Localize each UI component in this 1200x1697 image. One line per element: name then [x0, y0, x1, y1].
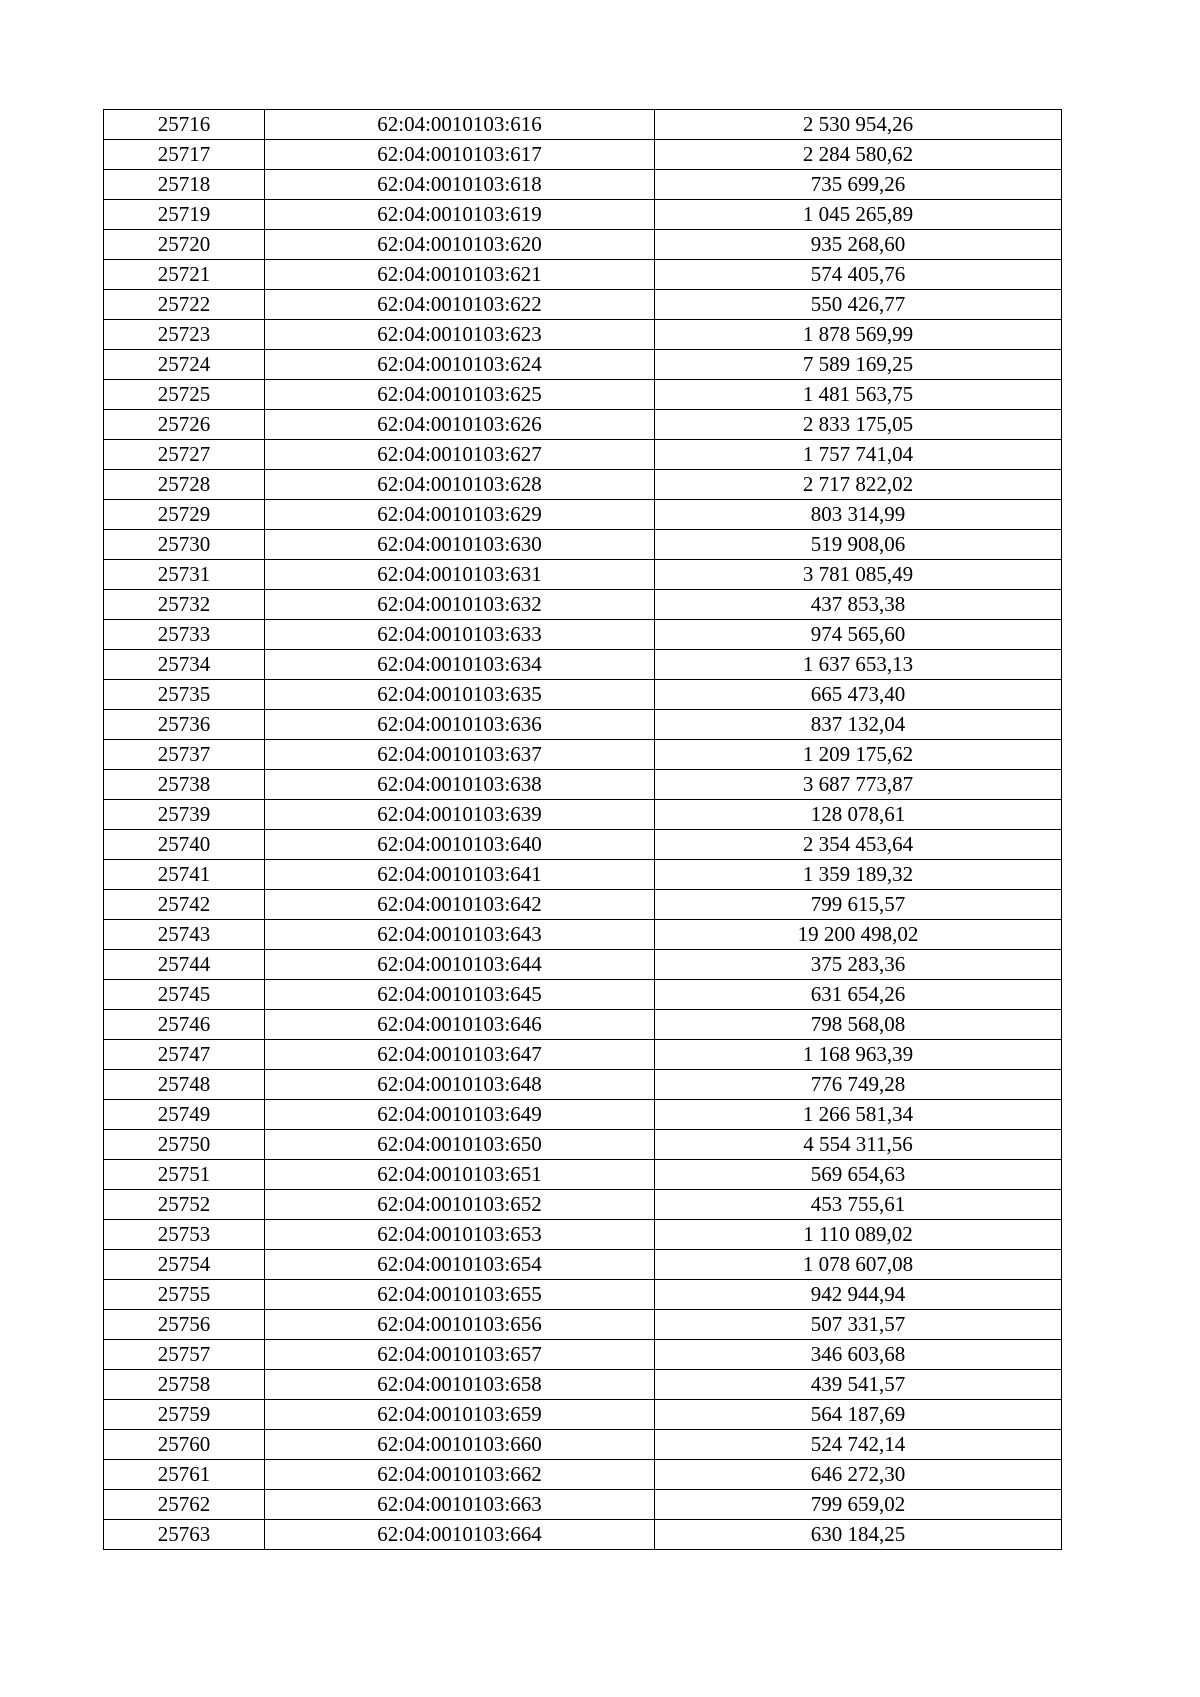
cadastral-number-cell: 62:04:0010103:627 [265, 440, 655, 470]
cadastral-value-cell: 1 168 963,39 [655, 1040, 1062, 1070]
cadastral-number-cell: 62:04:0010103:634 [265, 650, 655, 680]
cadastral-value-cell: 935 268,60 [655, 230, 1062, 260]
cadastral-value-cell: 974 565,60 [655, 620, 1062, 650]
table-row [104, 170, 1062, 200]
row-number-cell: 25732 [104, 590, 265, 620]
row-number-cell: 25749 [104, 1100, 265, 1130]
cadastral-value-cell: 1 045 265,89 [655, 200, 1062, 230]
row-number-cell: 25725 [104, 380, 265, 410]
row-number-cell: 25738 [104, 770, 265, 800]
row-number-cell: 25743 [104, 920, 265, 950]
table-row [104, 410, 1062, 440]
row-number-cell: 25728 [104, 470, 265, 500]
cadastral-value-cell: 837 132,04 [655, 710, 1062, 740]
cadastral-number-cell: 62:04:0010103:619 [265, 200, 655, 230]
cadastral-value-cell: 1 110 089,02 [655, 1220, 1062, 1250]
cadastral-value-cell: 1 359 189,32 [655, 860, 1062, 890]
row-number-cell: 25727 [104, 440, 265, 470]
table-row [104, 260, 1062, 290]
row-number-cell: 25733 [104, 620, 265, 650]
cadastral-value-cell: 507 331,57 [655, 1310, 1062, 1340]
cadastral-value-cell: 2 530 954,26 [655, 110, 1062, 140]
table-row [104, 1340, 1062, 1370]
row-number-cell: 25736 [104, 710, 265, 740]
cadastral-value-cell: 942 944,94 [655, 1280, 1062, 1310]
row-number-cell: 25718 [104, 170, 265, 200]
table-row [104, 1190, 1062, 1220]
cadastral-number-cell: 62:04:0010103:657 [265, 1340, 655, 1370]
row-number-cell: 25720 [104, 230, 265, 260]
cadastral-value-cell: 2 354 453,64 [655, 830, 1062, 860]
cadastral-number-cell: 62:04:0010103:628 [265, 470, 655, 500]
table-row [104, 200, 1062, 230]
cadastral-number-cell: 62:04:0010103:632 [265, 590, 655, 620]
cadastral-value-cell: 2 833 175,05 [655, 410, 1062, 440]
row-number-cell: 25735 [104, 680, 265, 710]
cadastral-value-cell: 776 749,28 [655, 1070, 1062, 1100]
row-number-cell: 25729 [104, 500, 265, 530]
table-row [104, 230, 1062, 260]
cadastral-number-cell: 62:04:0010103:621 [265, 260, 655, 290]
cadastral-value-cell: 631 654,26 [655, 980, 1062, 1010]
table-row [104, 1280, 1062, 1310]
table-row [104, 500, 1062, 530]
row-number-cell: 25717 [104, 140, 265, 170]
table-row [104, 320, 1062, 350]
table-row [104, 950, 1062, 980]
cadastral-value-cell: 1 878 569,99 [655, 320, 1062, 350]
cadastral-number-cell: 62:04:0010103:660 [265, 1430, 655, 1460]
cadastral-number-cell: 62:04:0010103:646 [265, 1010, 655, 1040]
cadastral-value-cell: 519 908,06 [655, 530, 1062, 560]
table-row [104, 680, 1062, 710]
cadastral-number-cell: 62:04:0010103:644 [265, 950, 655, 980]
table-row [104, 740, 1062, 770]
cadastral-value-cell: 1 078 607,08 [655, 1250, 1062, 1280]
table-row [104, 1430, 1062, 1460]
table-row [104, 980, 1062, 1010]
cadastral-number-cell: 62:04:0010103:647 [265, 1040, 655, 1070]
cadastral-value-cell: 128 078,61 [655, 800, 1062, 830]
cadastral-value-cell: 3 687 773,87 [655, 770, 1062, 800]
cadastral-value-cell: 1 757 741,04 [655, 440, 1062, 470]
row-number-cell: 25746 [104, 1010, 265, 1040]
cadastral-value-cell: 375 283,36 [655, 950, 1062, 980]
row-number-cell: 25760 [104, 1430, 265, 1460]
row-number-cell: 25755 [104, 1280, 265, 1310]
cadastral-number-cell: 62:04:0010103:651 [265, 1160, 655, 1190]
row-number-cell: 25726 [104, 410, 265, 440]
cadastral-number-cell: 62:04:0010103:654 [265, 1250, 655, 1280]
cadastral-number-cell: 62:04:0010103:629 [265, 500, 655, 530]
table-row [104, 1250, 1062, 1280]
cadastral-value-cell: 798 568,08 [655, 1010, 1062, 1040]
table-row [104, 1400, 1062, 1430]
cadastral-number-cell: 62:04:0010103:662 [265, 1460, 655, 1490]
cadastral-number-cell: 62:04:0010103:635 [265, 680, 655, 710]
cadastral-value-cell: 2 284 580,62 [655, 140, 1062, 170]
cadastral-number-cell: 62:04:0010103:616 [265, 110, 655, 140]
row-number-cell: 25742 [104, 890, 265, 920]
cadastral-value-cell: 437 853,38 [655, 590, 1062, 620]
row-number-cell: 25747 [104, 1040, 265, 1070]
table-row [104, 590, 1062, 620]
row-number-cell: 25763 [104, 1520, 265, 1550]
row-number-cell: 25751 [104, 1160, 265, 1190]
cadastral-value-cell: 453 755,61 [655, 1190, 1062, 1220]
table-row [104, 350, 1062, 380]
cadastral-number-cell: 62:04:0010103:631 [265, 560, 655, 590]
cadastral-value-cell: 569 654,63 [655, 1160, 1062, 1190]
row-number-cell: 25748 [104, 1070, 265, 1100]
cadastral-number-cell: 62:04:0010103:626 [265, 410, 655, 440]
cadastral-value-cell: 665 473,40 [655, 680, 1062, 710]
cadastral-number-cell: 62:04:0010103:658 [265, 1370, 655, 1400]
cadastral-value-cell: 550 426,77 [655, 290, 1062, 320]
table-row [104, 1490, 1062, 1520]
cadastral-value-cell: 574 405,76 [655, 260, 1062, 290]
cadastral-number-cell: 62:04:0010103:655 [265, 1280, 655, 1310]
cadastral-number-cell: 62:04:0010103:623 [265, 320, 655, 350]
cadastral-value-cell: 4 554 311,56 [655, 1130, 1062, 1160]
cadastral-number-cell: 62:04:0010103:639 [265, 800, 655, 830]
table-row [104, 890, 1062, 920]
cadastral-number-cell: 62:04:0010103:618 [265, 170, 655, 200]
cadastral-value-cell: 735 699,26 [655, 170, 1062, 200]
table-row [104, 1220, 1062, 1250]
cadastral-number-cell: 62:04:0010103:640 [265, 830, 655, 860]
table-row [104, 1310, 1062, 1340]
row-number-cell: 25761 [104, 1460, 265, 1490]
cadastral-number-cell: 62:04:0010103:649 [265, 1100, 655, 1130]
table-row [104, 530, 1062, 560]
row-number-cell: 25756 [104, 1310, 265, 1340]
table-row [104, 140, 1062, 170]
table-row [104, 1040, 1062, 1070]
table-row [104, 440, 1062, 470]
table-row [104, 380, 1062, 410]
table-row [104, 1130, 1062, 1160]
table-row [104, 710, 1062, 740]
row-number-cell: 25737 [104, 740, 265, 770]
cadastral-number-cell: 62:04:0010103:620 [265, 230, 655, 260]
table-row [104, 1070, 1062, 1100]
table-row [104, 650, 1062, 680]
table-row [104, 770, 1062, 800]
cadastral-number-cell: 62:04:0010103:638 [265, 770, 655, 800]
table-row [104, 860, 1062, 890]
cadastral-number-cell: 62:04:0010103:617 [265, 140, 655, 170]
row-number-cell: 25741 [104, 860, 265, 890]
cadastral-value-cell: 799 615,57 [655, 890, 1062, 920]
table-row [104, 920, 1062, 950]
cadastral-value-cell: 799 659,02 [655, 1490, 1062, 1520]
table-row [104, 1460, 1062, 1490]
table-row [104, 110, 1062, 140]
cadastral-value-cell: 7 589 169,25 [655, 350, 1062, 380]
row-number-cell: 25719 [104, 200, 265, 230]
cadastral-value-table [103, 109, 1062, 1550]
cadastral-number-cell: 62:04:0010103:636 [265, 710, 655, 740]
row-number-cell: 25724 [104, 350, 265, 380]
cadastral-value-cell: 19 200 498,02 [655, 920, 1062, 950]
cadastral-value-cell: 439 541,57 [655, 1370, 1062, 1400]
cadastral-number-cell: 62:04:0010103:652 [265, 1190, 655, 1220]
cadastral-number-cell: 62:04:0010103:630 [265, 530, 655, 560]
cadastral-number-cell: 62:04:0010103:624 [265, 350, 655, 380]
cadastral-number-cell: 62:04:0010103:637 [265, 740, 655, 770]
row-number-cell: 25752 [104, 1190, 265, 1220]
cadastral-value-cell: 1 266 581,34 [655, 1100, 1062, 1130]
row-number-cell: 25740 [104, 830, 265, 860]
cadastral-number-cell: 62:04:0010103:656 [265, 1310, 655, 1340]
row-number-cell: 25744 [104, 950, 265, 980]
cadastral-value-cell: 803 314,99 [655, 500, 1062, 530]
row-number-cell: 25739 [104, 800, 265, 830]
row-number-cell: 25753 [104, 1220, 265, 1250]
cadastral-number-cell: 62:04:0010103:625 [265, 380, 655, 410]
table-row [104, 290, 1062, 320]
cadastral-number-cell: 62:04:0010103:648 [265, 1070, 655, 1100]
table-row [104, 800, 1062, 830]
cadastral-number-cell: 62:04:0010103:642 [265, 890, 655, 920]
table-row [104, 830, 1062, 860]
cadastral-number-cell: 62:04:0010103:650 [265, 1130, 655, 1160]
table-row [104, 1370, 1062, 1400]
cadastral-number-cell: 62:04:0010103:664 [265, 1520, 655, 1550]
table-row [104, 1010, 1062, 1040]
cadastral-number-cell: 62:04:0010103:659 [265, 1400, 655, 1430]
row-number-cell: 25721 [104, 260, 265, 290]
cadastral-value-cell: 524 742,14 [655, 1430, 1062, 1460]
cadastral-number-cell: 62:04:0010103:645 [265, 980, 655, 1010]
cadastral-number-cell: 62:04:0010103:641 [265, 860, 655, 890]
row-number-cell: 25758 [104, 1370, 265, 1400]
cadastral-value-cell: 1 481 563,75 [655, 380, 1062, 410]
row-number-cell: 25754 [104, 1250, 265, 1280]
cadastral-number-cell: 62:04:0010103:653 [265, 1220, 655, 1250]
row-number-cell: 25723 [104, 320, 265, 350]
cadastral-value-cell: 646 272,30 [655, 1460, 1062, 1490]
cadastral-number-cell: 62:04:0010103:633 [265, 620, 655, 650]
cadastral-number-cell: 62:04:0010103:663 [265, 1490, 655, 1520]
row-number-cell: 25716 [104, 110, 265, 140]
cadastral-value-cell: 1 209 175,62 [655, 740, 1062, 770]
table-row [104, 1100, 1062, 1130]
table-row [104, 560, 1062, 590]
cadastral-number-cell: 62:04:0010103:643 [265, 920, 655, 950]
row-number-cell: 25750 [104, 1130, 265, 1160]
row-number-cell: 25734 [104, 650, 265, 680]
table-row [104, 620, 1062, 650]
cadastral-value-cell: 346 603,68 [655, 1340, 1062, 1370]
table-row [104, 470, 1062, 500]
table-body [104, 110, 1062, 1550]
row-number-cell: 25722 [104, 290, 265, 320]
cadastral-value-cell: 564 187,69 [655, 1400, 1062, 1430]
row-number-cell: 25762 [104, 1490, 265, 1520]
row-number-cell: 25757 [104, 1340, 265, 1370]
row-number-cell: 25745 [104, 980, 265, 1010]
cadastral-value-cell: 630 184,25 [655, 1520, 1062, 1550]
row-number-cell: 25731 [104, 560, 265, 590]
cadastral-number-cell: 62:04:0010103:622 [265, 290, 655, 320]
row-number-cell: 25730 [104, 530, 265, 560]
table-row [104, 1160, 1062, 1190]
table-row [104, 1520, 1062, 1550]
cadastral-value-cell: 2 717 822,02 [655, 470, 1062, 500]
cadastral-value-cell: 3 781 085,49 [655, 560, 1062, 590]
cadastral-value-cell: 1 637 653,13 [655, 650, 1062, 680]
row-number-cell: 25759 [104, 1400, 265, 1430]
